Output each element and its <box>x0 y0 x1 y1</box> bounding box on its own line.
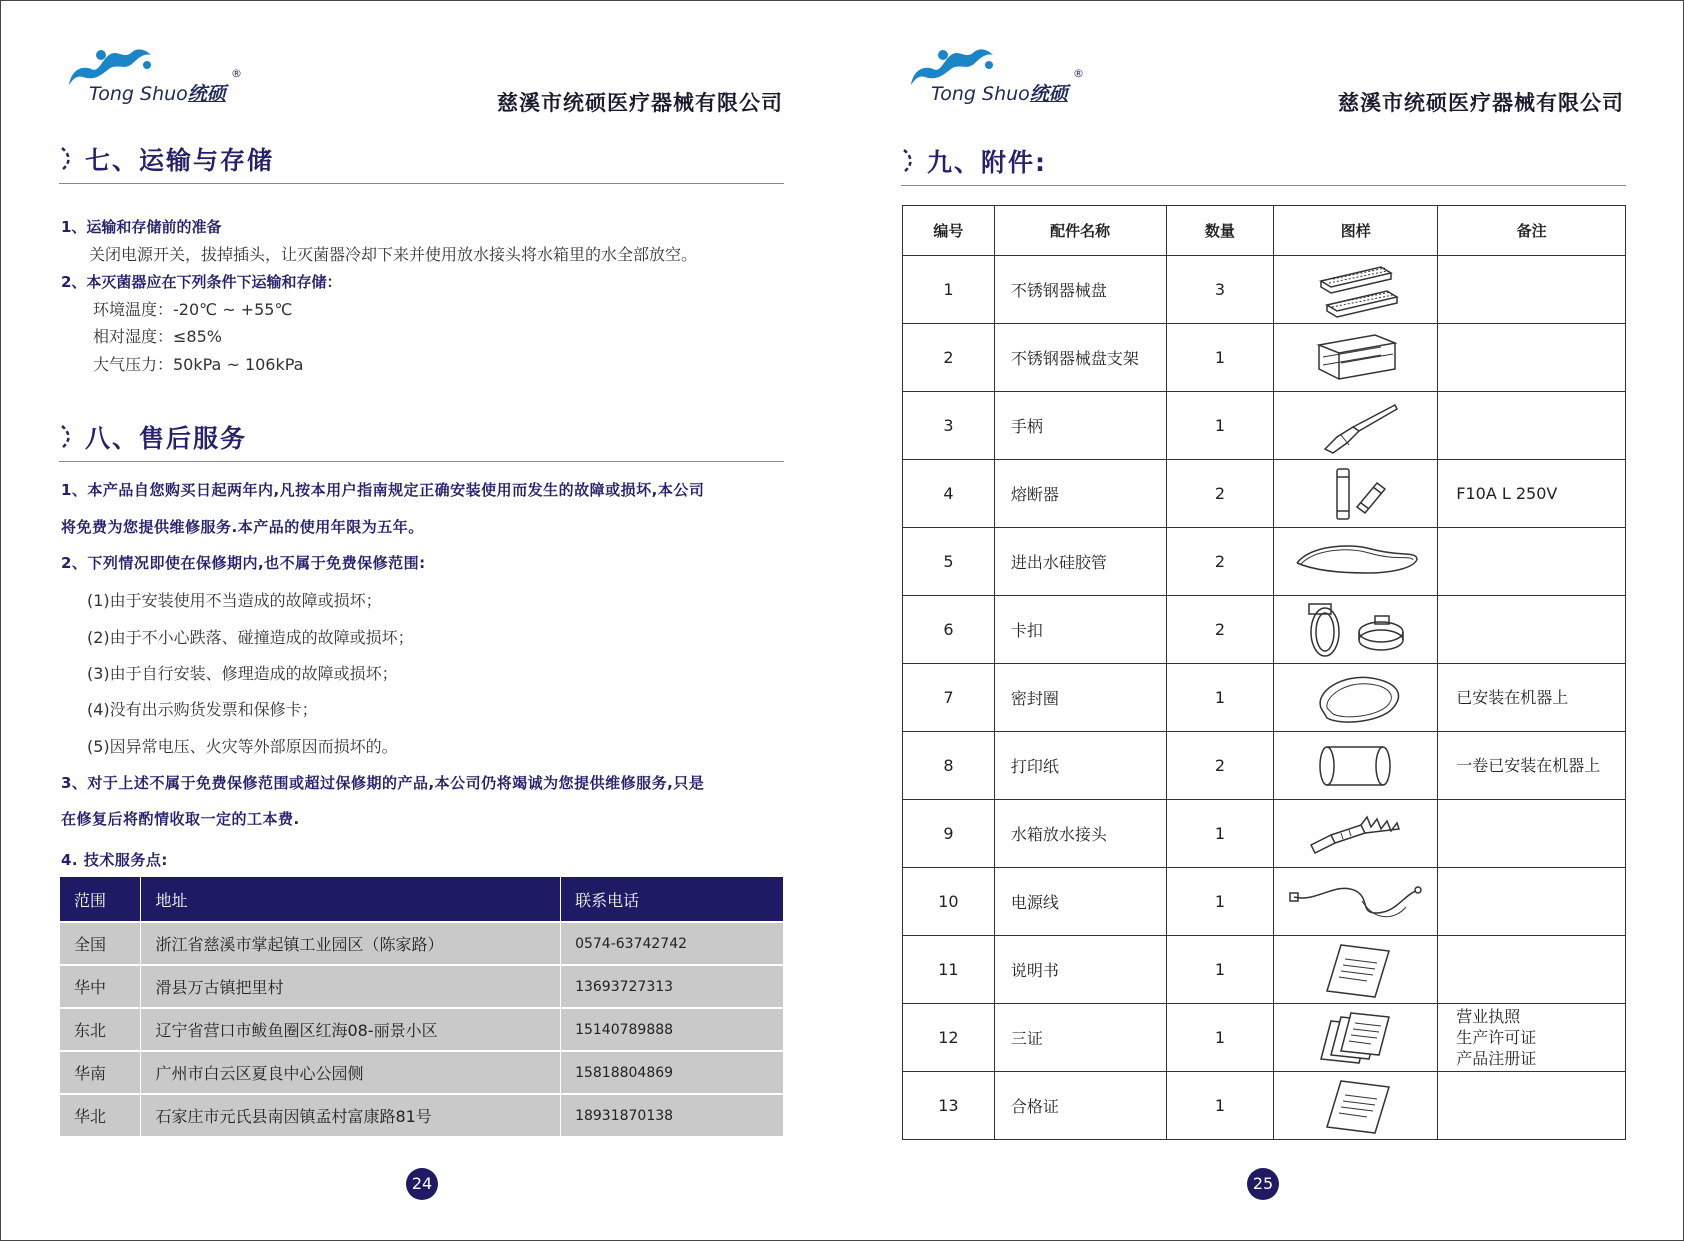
quantity-cell: 1 <box>1166 1072 1274 1140</box>
column-header-number: 编号 <box>903 206 995 256</box>
table-row <box>903 1072 1626 1140</box>
quantity-cell: 1 <box>1166 868 1274 936</box>
column-header-quantity: 数量 <box>1166 206 1274 256</box>
brand-logo <box>903 41 1093 111</box>
address-cell: 广州市白云区夏良中心公园侧 <box>141 1051 561 1094</box>
note-cell <box>1438 324 1626 392</box>
table-row <box>60 1008 784 1051</box>
table-header-row <box>60 877 784 922</box>
column-header-phone: 联系电话 <box>561 877 784 922</box>
region-cell: 东北 <box>60 1008 141 1051</box>
phone-cell: 0574-63742742 <box>561 922 784 965</box>
number-cell: 7 <box>903 664 995 732</box>
picture-cell <box>1274 936 1438 1004</box>
note-line: 生产许可证 <box>1456 1028 1537 1047</box>
power-cord-icon <box>1286 873 1426 931</box>
qualification-cert-icon <box>1311 1077 1401 1135</box>
name-cell: 卡扣 <box>994 596 1166 664</box>
section-arrow-icon <box>59 423 81 451</box>
warranty-para-2-heading: 2、下列情况即使在保修期内,也不属于免费保修范围: <box>61 554 426 572</box>
exclusion-item: (5)因异常电压、火灾等外部原因而损坏的。 <box>87 737 398 756</box>
column-header-name: 配件名称 <box>994 206 1166 256</box>
quantity-cell: 2 <box>1166 732 1274 800</box>
picture-cell <box>1274 1004 1438 1072</box>
tray-rack-icon <box>1311 329 1401 387</box>
tray-icon <box>1311 261 1401 319</box>
registered-mark: ® <box>231 67 242 80</box>
number-cell: 6 <box>903 596 995 664</box>
section-8-title: 八、售后服务 <box>59 419 784 462</box>
paper-roll-icon <box>1311 737 1401 795</box>
note-cell <box>1438 1004 1626 1072</box>
name-cell: 密封圈 <box>994 664 1166 732</box>
region-cell: 华南 <box>60 1051 141 1094</box>
service-points-heading: 4. 技术服务点: <box>61 851 168 869</box>
number-cell: 13 <box>903 1072 995 1140</box>
drain-connector-icon <box>1301 805 1411 863</box>
condition-humidity: 相对湿度：≤85% <box>93 327 222 346</box>
logo-text: Tong Shuo统硕 <box>931 83 1068 105</box>
table-row <box>60 965 784 1008</box>
number-cell: 9 <box>903 800 995 868</box>
quantity-cell: 1 <box>1166 1004 1274 1072</box>
region-cell: 全国 <box>60 922 141 965</box>
number-cell: 8 <box>903 732 995 800</box>
note-cell: 一卷已安装在机器上 <box>1438 732 1626 800</box>
section-7-item-1-text: 关闭电源开关，拔掉插头，让灭菌器冷却下来并使用放水接头将水箱里的水全部放空。 <box>89 245 698 264</box>
region-cell: 华中 <box>60 965 141 1008</box>
name-cell: 熔断器 <box>994 460 1166 528</box>
page-number: 24 <box>406 1168 438 1200</box>
column-header-note: 备注 <box>1438 206 1626 256</box>
note-cell <box>1438 392 1626 460</box>
warranty-para-1-line-1: 1、本产品自您购买日起两年内,凡按本用户指南规定正确安装使用而发生的故障或损坏,本公司 <box>61 481 705 499</box>
number-cell: 11 <box>903 936 995 1004</box>
name-cell: 水箱放水接头 <box>994 800 1166 868</box>
section-7-item-1-heading: 1、运输和存储前的准备 <box>61 218 222 236</box>
name-cell: 电源线 <box>994 868 1166 936</box>
note-cell <box>1438 596 1626 664</box>
table-row <box>903 392 1626 460</box>
picture-cell <box>1274 460 1438 528</box>
section-arrow-icon <box>59 145 81 173</box>
page-24 <box>1 1 843 1240</box>
column-header-picture: 图样 <box>1274 206 1438 256</box>
name-cell: 手柄 <box>994 392 1166 460</box>
table-row <box>903 1004 1626 1072</box>
certificates-icon <box>1311 1009 1401 1067</box>
picture-cell <box>1274 256 1438 324</box>
region-cell: 华北 <box>60 1094 141 1136</box>
table-header-row <box>903 206 1626 256</box>
manual-icon <box>1311 941 1401 999</box>
note-line: 产品注册证 <box>1456 1049 1537 1068</box>
table-row <box>903 936 1626 1004</box>
table-row <box>903 732 1626 800</box>
registered-mark: ® <box>1073 67 1084 80</box>
picture-cell <box>1274 868 1438 936</box>
picture-cell <box>1274 664 1438 732</box>
note-cell <box>1438 800 1626 868</box>
picture-cell <box>1274 392 1438 460</box>
condition-pressure: 大气压力：50kPa ~ 106kPa <box>93 355 304 374</box>
exclusion-item: (3)由于自行安装、修理造成的故障或损坏； <box>87 664 398 683</box>
name-cell: 说明书 <box>994 936 1166 1004</box>
clamp-icon <box>1301 600 1411 660</box>
picture-cell <box>1274 324 1438 392</box>
brand-logo <box>61 41 251 111</box>
note-cell <box>1438 528 1626 596</box>
quantity-cell: 2 <box>1166 460 1274 528</box>
address-cell: 滑县万古镇把里村 <box>141 965 561 1008</box>
handle-icon <box>1311 397 1401 455</box>
number-cell: 12 <box>903 1004 995 1072</box>
exclusion-item: (2)由于不小心跌落、碰撞造成的故障或损坏； <box>87 628 414 647</box>
table-row <box>60 1094 784 1136</box>
section-7-item-2-heading: 2、本灭菌器应在下列条件下运输和存储： <box>61 273 342 291</box>
table-row <box>903 800 1626 868</box>
note-cell <box>1438 936 1626 1004</box>
phone-cell: 15818804869 <box>561 1051 784 1094</box>
quantity-cell: 2 <box>1166 596 1274 664</box>
column-header-region: 范围 <box>60 877 141 922</box>
name-cell: 不锈钢器械盘支架 <box>994 324 1166 392</box>
note-cell <box>1438 256 1626 324</box>
number-cell: 2 <box>903 324 995 392</box>
exclusion-item: (4)没有出示购货发票和保修卡； <box>87 700 318 719</box>
address-cell: 石家庄市元氏县南因镇孟村富康路81号 <box>141 1094 561 1136</box>
company-name: 慈溪市统硕医疗器械有限公司 <box>1338 91 1624 115</box>
phone-cell: 18931870138 <box>561 1094 784 1136</box>
page-number: 25 <box>1247 1168 1279 1200</box>
picture-cell <box>1274 596 1438 664</box>
note-cell: F10A L 250V <box>1438 460 1626 528</box>
condition-temperature: 环境温度：-20℃ ~ +55℃ <box>93 300 293 319</box>
name-cell: 三证 <box>994 1004 1166 1072</box>
accessories-table <box>902 205 1626 1140</box>
address-cell: 辽宁省营口市鲅鱼圈区红海08-丽景小区 <box>141 1008 561 1051</box>
name-cell: 合格证 <box>994 1072 1166 1140</box>
fuse-icon <box>1311 465 1401 523</box>
quantity-cell: 1 <box>1166 324 1274 392</box>
logo-text: Tong Shuo统硕 <box>89 83 226 105</box>
number-cell: 3 <box>903 392 995 460</box>
seal-ring-icon <box>1301 668 1411 728</box>
table-row <box>903 256 1626 324</box>
quantity-cell: 3 <box>1166 256 1274 324</box>
number-cell: 4 <box>903 460 995 528</box>
section-arrow-icon <box>901 147 923 175</box>
name-cell: 进出水硅胶管 <box>994 528 1166 596</box>
table-row <box>903 324 1626 392</box>
exclusion-item: (1)由于安装使用不当造成的故障或损坏； <box>87 591 382 610</box>
note-cell: 已安装在机器上 <box>1438 664 1626 732</box>
phone-cell: 15140789888 <box>561 1008 784 1051</box>
picture-cell <box>1274 732 1438 800</box>
warranty-para-3-line-1: 3、对于上述不属于免费保修范围或超过保修期的产品,本公司仍将竭诚为您提供维修服务,只是 <box>61 774 705 792</box>
quantity-cell: 2 <box>1166 528 1274 596</box>
picture-cell <box>1274 800 1438 868</box>
table-row <box>903 664 1626 732</box>
name-cell: 不锈钢器械盘 <box>994 256 1166 324</box>
table-row <box>60 1051 784 1094</box>
silicone-tube-icon <box>1291 533 1421 591</box>
table-row <box>60 922 784 965</box>
number-cell: 10 <box>903 868 995 936</box>
quantity-cell: 1 <box>1166 392 1274 460</box>
service-points-table <box>60 877 784 1136</box>
warranty-para-1-line-2: 将免费为您提供维修服务.本产品的使用年限为五年。 <box>61 518 424 536</box>
table-row <box>903 868 1626 936</box>
section-9-title: 九、附件: <box>901 143 1626 186</box>
page-25 <box>843 1 1684 1240</box>
quantity-cell: 1 <box>1166 664 1274 732</box>
warranty-para-3-line-2: 在修复后将酌情收取一定的工本费. <box>61 810 300 828</box>
note-line: 营业执照 <box>1456 1007 1521 1026</box>
quantity-cell: 1 <box>1166 936 1274 1004</box>
company-name: 慈溪市统硕医疗器械有限公司 <box>497 91 783 115</box>
address-cell: 浙江省慈溪市掌起镇工业园区（陈家路） <box>141 922 561 965</box>
table-row <box>903 460 1626 528</box>
number-cell: 1 <box>903 256 995 324</box>
number-cell: 5 <box>903 528 995 596</box>
name-cell: 打印纸 <box>994 732 1166 800</box>
phone-cell: 13693727313 <box>561 965 784 1008</box>
table-row <box>903 528 1626 596</box>
quantity-cell: 1 <box>1166 800 1274 868</box>
section-7-title: 七、运输与存储 <box>59 141 784 184</box>
note-cell <box>1438 1072 1626 1140</box>
table-row <box>903 596 1626 664</box>
picture-cell <box>1274 528 1438 596</box>
column-header-address: 地址 <box>141 877 561 922</box>
picture-cell <box>1274 1072 1438 1140</box>
note-cell <box>1438 868 1626 936</box>
